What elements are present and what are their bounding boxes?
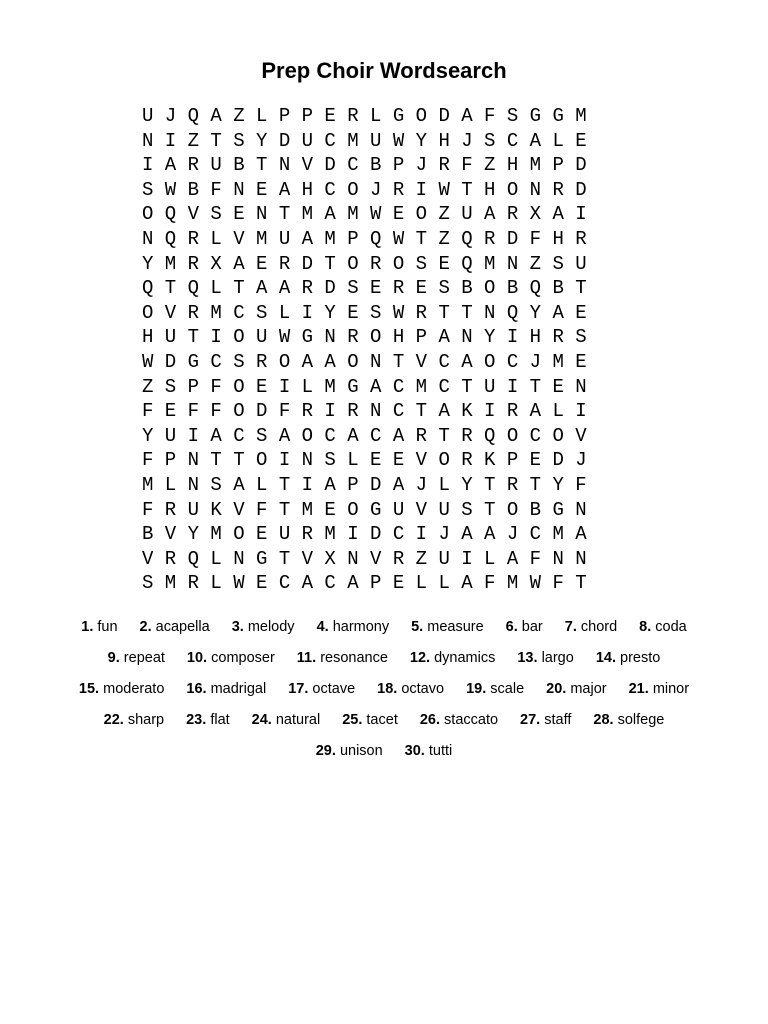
- grid-row: I A R U B T N V D C B P J R F Z H M P D: [142, 154, 587, 177]
- word-number: 21.: [628, 681, 649, 697]
- grid-row: N I Z T S Y D U C M U W Y H J S C A L E: [142, 129, 587, 152]
- word-number: 17.: [288, 681, 309, 697]
- word-number: 8.: [639, 619, 652, 635]
- word-text: major: [570, 681, 607, 697]
- word-text: octavo: [401, 681, 445, 697]
- word-text: flat: [210, 712, 230, 728]
- word-text: resonance: [320, 650, 388, 666]
- word-list-item: [565, 615, 617, 639]
- word-text: composer: [211, 650, 275, 666]
- word-list-item: [593, 708, 664, 732]
- word-text: chord: [580, 619, 618, 635]
- page-title: Prep Choir Wordsearch: [261, 58, 507, 83]
- word-number: 28.: [593, 712, 614, 728]
- word-list-item: [520, 708, 571, 732]
- word-number: 16.: [186, 681, 207, 697]
- word-number: 18.: [377, 681, 398, 697]
- word-number: 5.: [411, 619, 424, 635]
- word-text: presto: [620, 650, 661, 666]
- word-list-item: [81, 615, 117, 639]
- grid-row: S M R L W E C A C A P E L L A F M W F T: [142, 572, 587, 595]
- word-number: 13.: [517, 650, 538, 666]
- word-text: natural: [275, 712, 321, 728]
- word-list-item: [405, 739, 453, 763]
- word-text: acapella: [155, 619, 210, 635]
- word-text: minor: [652, 681, 690, 697]
- word-list-item: [252, 708, 321, 732]
- word-list-item: [186, 677, 266, 701]
- grid-row: O Q V S E N T M A M W E O Z U A R X A I: [142, 203, 587, 226]
- word-text: unison: [339, 743, 383, 759]
- word-list-item: [506, 615, 543, 639]
- word-text: largo: [541, 650, 574, 666]
- grid-row: Z S P F O E I L M G A C M C T U I T E N: [142, 375, 587, 398]
- word-list-line: [0, 646, 768, 677]
- grid-row: W D G C S R O A A O N T V C A O C J M E: [142, 350, 587, 373]
- word-number: 15.: [78, 681, 100, 697]
- word-list-item: [411, 615, 484, 639]
- word-list: [0, 615, 768, 770]
- word-number: 27.: [520, 712, 541, 728]
- word-number: 26.: [419, 712, 441, 728]
- grid-row: F R U K V F T M E O G U V U S T O B G N: [142, 498, 587, 521]
- word-text: madrigal: [210, 681, 267, 697]
- word-list-item: [342, 708, 398, 732]
- word-list-item: [546, 677, 606, 701]
- word-text: staff: [544, 712, 572, 728]
- word-list-item: [186, 708, 230, 732]
- word-list-item: [629, 677, 689, 701]
- word-text: measure: [427, 619, 484, 635]
- word-list-item: [316, 739, 383, 763]
- word-text: scale: [490, 681, 525, 697]
- word-list-item: [596, 646, 661, 670]
- grid-row: H U T I O U W G N R O H P A N Y I H R S: [142, 326, 587, 349]
- word-number: 6.: [505, 619, 518, 635]
- word-number: 7.: [564, 619, 577, 635]
- word-list-item: [140, 615, 210, 639]
- word-text: moderato: [103, 681, 165, 697]
- word-number: 24.: [251, 712, 272, 728]
- word-list-item: [517, 646, 573, 670]
- word-list-item: [410, 646, 495, 670]
- word-list-line: [0, 677, 768, 708]
- word-number: 3.: [231, 619, 244, 635]
- word-list-item: [232, 615, 295, 639]
- word-text: dynamics: [434, 650, 496, 666]
- word-text: fun: [97, 619, 118, 635]
- word-text: tacet: [366, 712, 398, 728]
- word-number: 30.: [404, 743, 425, 759]
- word-number: 9.: [107, 650, 120, 666]
- word-text: harmony: [332, 619, 390, 635]
- word-number: 20.: [546, 681, 567, 697]
- grid-row: M L N S A L T I A P D A J L Y T R T Y F: [142, 473, 587, 496]
- grid-row: O V R M C S L I Y E S W R T T N Q Y A E: [142, 301, 587, 324]
- word-number: 29.: [315, 743, 336, 759]
- grid-row: F E F F O D F R I R N C T A K I R A L I: [142, 400, 587, 423]
- word-list-item: [108, 646, 165, 670]
- word-number: 10.: [186, 650, 208, 666]
- word-number: 14.: [595, 650, 616, 666]
- grid-row: F P N T T O I N S L E E V O R K P E D J: [142, 449, 587, 472]
- word-text: coda: [655, 619, 687, 635]
- word-list-line: [0, 739, 768, 770]
- word-list-item: [317, 615, 390, 639]
- word-list-item: [79, 677, 164, 701]
- word-number: 22.: [103, 712, 124, 728]
- grid-row: N Q R L V M U A M P Q W T Z Q R D F H R: [142, 227, 587, 250]
- word-list-item: [297, 646, 388, 670]
- word-list-line: [0, 615, 768, 646]
- word-number: 25.: [342, 712, 363, 728]
- word-number: 11.: [296, 650, 317, 666]
- grid-row: U J Q A Z L P P E R L G O D A F S G G M: [142, 105, 587, 127]
- word-number: 4.: [316, 619, 329, 635]
- word-number: 23.: [186, 712, 207, 728]
- word-list-item: [288, 677, 355, 701]
- grid-row: V R Q L N G T V X N V R Z U I L A F N N: [142, 547, 587, 570]
- grid-row: Y U I A C S A O C A C A R T R Q O C O V: [142, 424, 587, 447]
- word-number: 19.: [466, 681, 487, 697]
- word-text: repeat: [123, 650, 165, 666]
- word-text: tutti: [428, 743, 453, 759]
- word-text: bar: [521, 619, 543, 635]
- word-number: 12.: [409, 650, 431, 666]
- word-text: sharp: [127, 712, 165, 728]
- word-text: solfege: [617, 712, 665, 728]
- letter-grid: [142, 104, 587, 596]
- word-list-item: [377, 677, 444, 701]
- word-list-item: [104, 708, 164, 732]
- word-list-item: [420, 708, 498, 732]
- word-text: melody: [247, 619, 295, 635]
- word-text: staccato: [444, 712, 499, 728]
- grid-row: Y M R X A E R D T O R O S E Q M N Z S U: [142, 252, 587, 275]
- word-list-item: [466, 677, 524, 701]
- word-list-item: [187, 646, 275, 670]
- word-number: 2.: [139, 619, 152, 635]
- word-list-item: [639, 615, 687, 639]
- grid-row: B V Y M O E U R M I D C I J A A J C M A: [142, 523, 587, 546]
- word-number: 1.: [81, 619, 94, 635]
- grid-row: S W B F N E A H C O J R I W T H O N R D: [142, 178, 587, 201]
- word-text: octave: [312, 681, 356, 697]
- grid-row: Q T Q L T A A R D S E R E S B O B Q B T: [142, 277, 587, 300]
- word-list-line: [0, 708, 768, 739]
